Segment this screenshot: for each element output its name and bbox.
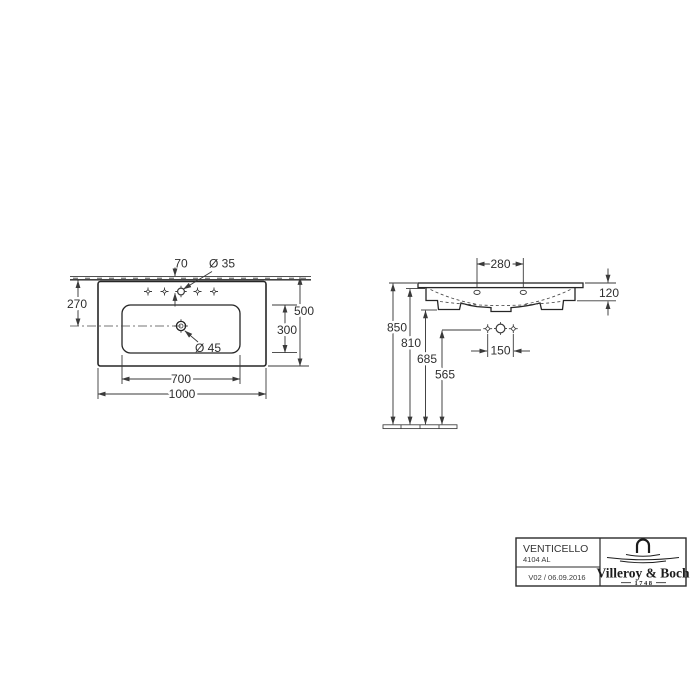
floor-section-bar [383, 425, 457, 429]
dim-tap-diameter-label: Ø 35 [208, 256, 236, 271]
hidden-bowl-bottom [440, 302, 561, 306]
face-hole-right [520, 290, 526, 294]
dim-basin-depth-label: 300 [276, 323, 298, 337]
dim-rim-height-label: 850 [386, 320, 408, 335]
tap-hole-drilled [175, 286, 186, 297]
dim-overall-width-label: 1000 [168, 387, 196, 401]
basin-inner-bowl [122, 305, 240, 353]
product-name: VENTICELLO [523, 543, 589, 555]
dim-fixing-height [435, 331, 455, 425]
basin-body-profile [426, 288, 575, 312]
brand-name: Villeroy & Boch [596, 565, 690, 581]
wall-section-band [70, 277, 311, 280]
dim-fixing-spacing-label: 150 [490, 343, 511, 358]
article-number: 4104 AL [523, 555, 551, 564]
tap-position-marker [161, 288, 169, 296]
siphon-hole [494, 322, 507, 335]
tap-position-marker [144, 288, 152, 296]
plan-view [67, 257, 314, 402]
fixing-position-marker [509, 324, 518, 333]
dim-underside-height-label: 810 [400, 336, 422, 350]
dim-rim-thickness-label: 120 [598, 286, 620, 300]
brand-founded-year: 1748 [634, 580, 654, 587]
dim-drain-diameter-label: Ø 45 [194, 341, 222, 355]
dim-fixing-height-label: 565 [434, 367, 456, 382]
dim-drain-diameter [185, 331, 222, 355]
tap-position-marker [194, 288, 202, 296]
dim-basin-width [122, 355, 240, 386]
elevation-view [383, 257, 619, 429]
tap-hole-markers [144, 286, 218, 297]
face-hole-left [474, 290, 480, 294]
dim-left-offset-label: 270 [66, 297, 88, 311]
tap-position-marker [210, 288, 218, 296]
rim-slab [418, 283, 583, 288]
dim-rim-height [387, 284, 407, 425]
fixing-position-marker [483, 324, 492, 333]
dim-body-bottom-height-label: 685 [416, 352, 438, 366]
dim-overflow-spacing-label: 280 [490, 257, 511, 271]
fixing-holes-row [483, 322, 517, 335]
dim-tap-setback-label: 70 [174, 256, 188, 271]
dim-left-offset [67, 281, 87, 327]
dim-tap-diameter [184, 257, 236, 290]
dim-rim-thickness [577, 269, 619, 316]
dim-overall-depth-label: 500 [293, 304, 315, 318]
revision-date: V02 / 06.09.2016 [528, 573, 586, 582]
dim-fixing-spacing [471, 334, 530, 358]
title-block [516, 538, 690, 587]
dim-basin-width-label: 700 [170, 372, 192, 386]
